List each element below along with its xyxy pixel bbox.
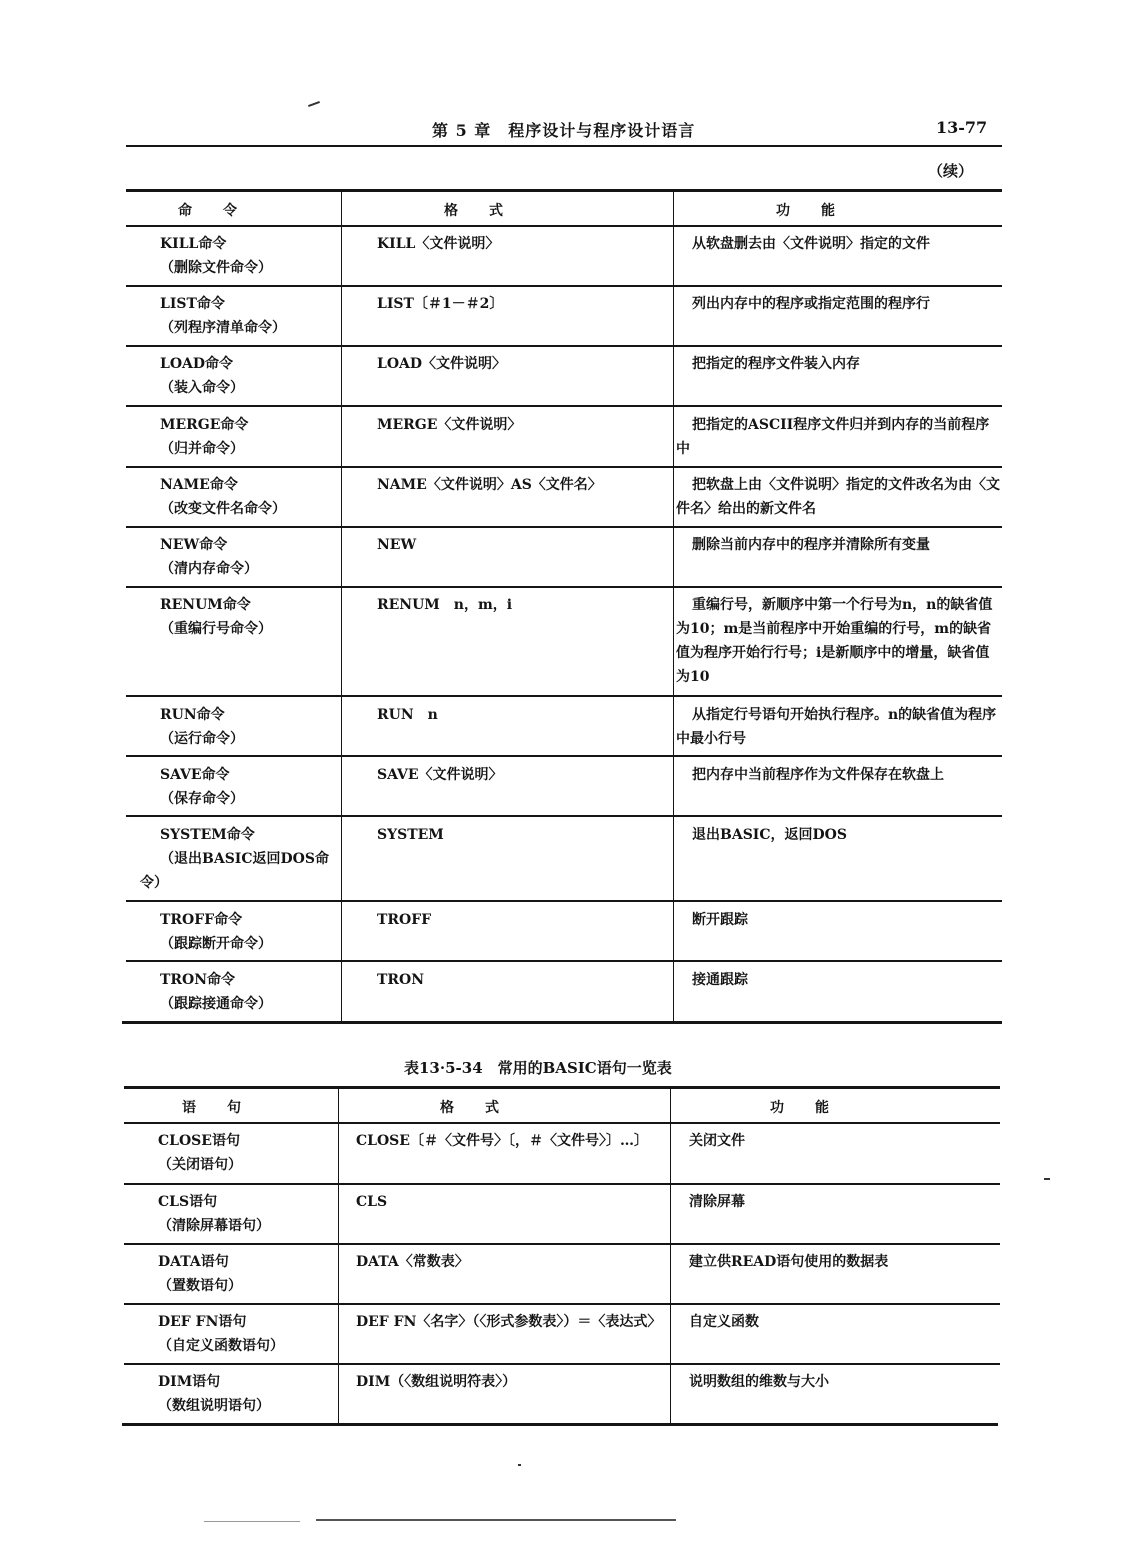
- table1-row-rule: [126, 586, 1002, 588]
- command-function: 从软盘删去由〈文件说明〉指定的文件: [692, 236, 930, 252]
- footer-scan-line: [204, 1521, 300, 1522]
- command-format: SYSTEM: [377, 827, 444, 843]
- command-name: NAME命令: [160, 477, 238, 493]
- command-name: LOAD命令: [160, 356, 234, 372]
- command-function: 把指定的ASCII程序文件归并到内存的当前程序中: [676, 417, 990, 457]
- statement-function: 说明数组的维数与大小: [689, 1374, 829, 1390]
- statement-name: DIM语句: [158, 1374, 221, 1390]
- table1-row-rule: [126, 466, 1002, 468]
- command-name: TRON命令: [160, 972, 236, 988]
- table2-row-rule: [124, 1303, 1000, 1305]
- chapter-title: 第 5 章 程序设计与程序设计语言: [432, 121, 696, 140]
- page-number: 13-77: [936, 118, 988, 137]
- command-format: NEW: [377, 537, 417, 553]
- statement-format: CLS: [356, 1194, 388, 1210]
- stray-mark: [308, 101, 320, 107]
- command-name: TROFF命令: [160, 912, 243, 928]
- command-format: RUN n: [377, 707, 438, 723]
- command-alias: （列程序清单命令）: [160, 320, 286, 336]
- command-name: LIST命令: [160, 296, 225, 312]
- table1-bottom-rule: [122, 1021, 1002, 1024]
- command-format: LIST〔＃1－＃2〕: [377, 296, 504, 312]
- command-format: TROFF: [377, 912, 432, 928]
- command-format: KILL〈文件说明〉: [377, 236, 500, 252]
- table2-header-statement: 语 句: [182, 1100, 242, 1116]
- statement-name: CLS语句: [158, 1194, 218, 1210]
- table1-row-rule: [126, 815, 1002, 817]
- command-function: 接通跟踪: [692, 972, 748, 988]
- statement-format: DATA〈常数表〉: [356, 1254, 469, 1270]
- table2-row-rule: [124, 1243, 1000, 1245]
- command-function: 把软盘上由〈文件说明〉指定的文件改名为由〈文件名〉给出的新文件名: [676, 477, 1000, 517]
- statement-alias: （置数语句）: [158, 1278, 242, 1294]
- command-name: SAVE命令: [160, 767, 230, 783]
- command-format: MERGE〈文件说明〉: [377, 417, 522, 433]
- command-name: NEW命令: [160, 537, 228, 553]
- table2-row-rule: [124, 1183, 1000, 1185]
- table2-bottom-rule: [122, 1423, 998, 1426]
- table2-col-divider-2: [670, 1089, 671, 1423]
- command-alias: （装入命令）: [160, 380, 244, 396]
- table2-row-rule: [124, 1363, 1000, 1365]
- table1-header-format: 格 式: [444, 203, 504, 219]
- command-name: SYSTEM命令: [160, 827, 255, 843]
- table1-row-rule: [126, 695, 1002, 697]
- table1-header-function: 功 能: [776, 203, 836, 219]
- command-alias: （跟踪断开命令）: [160, 936, 272, 952]
- statement-format: DEF FN〈名字〉（〈形式参数表〉）＝〈表达式〉: [356, 1314, 662, 1330]
- command-function: 把指定的程序文件装入内存: [692, 356, 860, 372]
- statement-name: DATA语句: [158, 1254, 229, 1270]
- table1-header-rule: [126, 225, 1002, 227]
- command-format: LOAD〈文件说明〉: [377, 356, 507, 372]
- command-function: 把内存中当前程序作为文件保存在软盘上: [692, 767, 944, 783]
- command-format: RENUM n，m，i: [377, 597, 513, 613]
- command-alias: （归并命令）: [160, 441, 244, 457]
- table1-row-rule: [126, 900, 1002, 902]
- table1-row-rule: [126, 526, 1002, 528]
- statement-format: DIM（〈数组说明符表〉）: [356, 1374, 517, 1390]
- statement-function: 关闭文件: [689, 1133, 745, 1149]
- command-name: RENUM命令: [160, 597, 251, 613]
- scan-speck: [1044, 1178, 1050, 1180]
- command-format: TRON: [377, 972, 425, 988]
- continued-label: （续）: [928, 162, 974, 180]
- footer-scan-line: [316, 1519, 676, 1521]
- command-name: RUN命令: [160, 707, 225, 723]
- table1-header-command: 命 令: [178, 203, 238, 219]
- table1-row-rule: [126, 960, 1002, 962]
- command-name: KILL命令: [160, 236, 227, 252]
- statement-alias: （数组说明语句）: [158, 1398, 270, 1414]
- command-name: MERGE命令: [160, 417, 249, 433]
- command-alias: （跟踪接通命令）: [160, 996, 272, 1012]
- command-function: 退出BASIC，返回DOS: [692, 827, 847, 843]
- statement-alias: （清除屏幕语句）: [158, 1218, 270, 1234]
- command-alias: （运行命令）: [160, 731, 244, 747]
- command-alias: （改变文件名命令）: [160, 501, 286, 517]
- scan-speck: [518, 1464, 521, 1466]
- command-format: SAVE〈文件说明〉: [377, 767, 503, 783]
- table1-top-rule: [126, 189, 1002, 192]
- command-alias: （保存命令）: [160, 791, 244, 807]
- statement-function: 建立供READ语句使用的数据表: [689, 1254, 889, 1270]
- table1-row-rule: [126, 755, 1002, 757]
- table1-row-rule: [126, 405, 1002, 407]
- command-alias: （清内存命令）: [160, 561, 258, 577]
- statement-name: DEF FN语句: [158, 1314, 247, 1330]
- statement-function: 自定义函数: [689, 1314, 759, 1330]
- statement-alias: （关闭语句）: [158, 1157, 242, 1173]
- command-function: 断开跟踪: [692, 912, 748, 928]
- table2-header-function: 功 能: [770, 1100, 830, 1116]
- statement-name: CLOSE语句: [158, 1133, 240, 1149]
- statement-alias: （自定义函数语句）: [158, 1338, 284, 1354]
- command-function: 删除当前内存中的程序并清除所有变量: [692, 537, 930, 553]
- table1-row-rule: [126, 345, 1002, 347]
- table2-caption: 表13·5-34 常用的BASIC语句一览表: [404, 1059, 672, 1077]
- command-function: 从指定行号语句开始执行程序。n的缺省值为程序中最小行号: [676, 707, 997, 747]
- statement-function: 清除屏幕: [689, 1194, 745, 1210]
- command-function: 列出内存中的程序或指定范围的程序行: [692, 296, 930, 312]
- table1-row-rule: [126, 285, 1002, 287]
- command-format: NAME〈文件说明〉AS〈文件名〉: [377, 477, 602, 493]
- table2-col-divider-1: [338, 1089, 339, 1423]
- command-function: 重编行号，新顺序中第一个行号为n，n的缺省值为10；m是当前程序中开始重编的行号，m的缺省值为程序开始行行号；i是新顺序中的增量，缺省值为10: [676, 597, 993, 685]
- table2-header-rule: [124, 1122, 1000, 1124]
- header-rule: [126, 145, 1002, 147]
- statement-format: CLOSE〔＃〈文件号〉〔，＃〈文件号〉〕…〕: [356, 1133, 648, 1149]
- table2-header-format: 格 式: [440, 1100, 500, 1116]
- table2-top-rule: [124, 1086, 1000, 1089]
- command-alias: （删除文件命令）: [160, 260, 272, 276]
- command-alias: （重编行号命令）: [160, 621, 272, 637]
- command-alias: （退出BASIC返回DOS命令）: [140, 851, 329, 891]
